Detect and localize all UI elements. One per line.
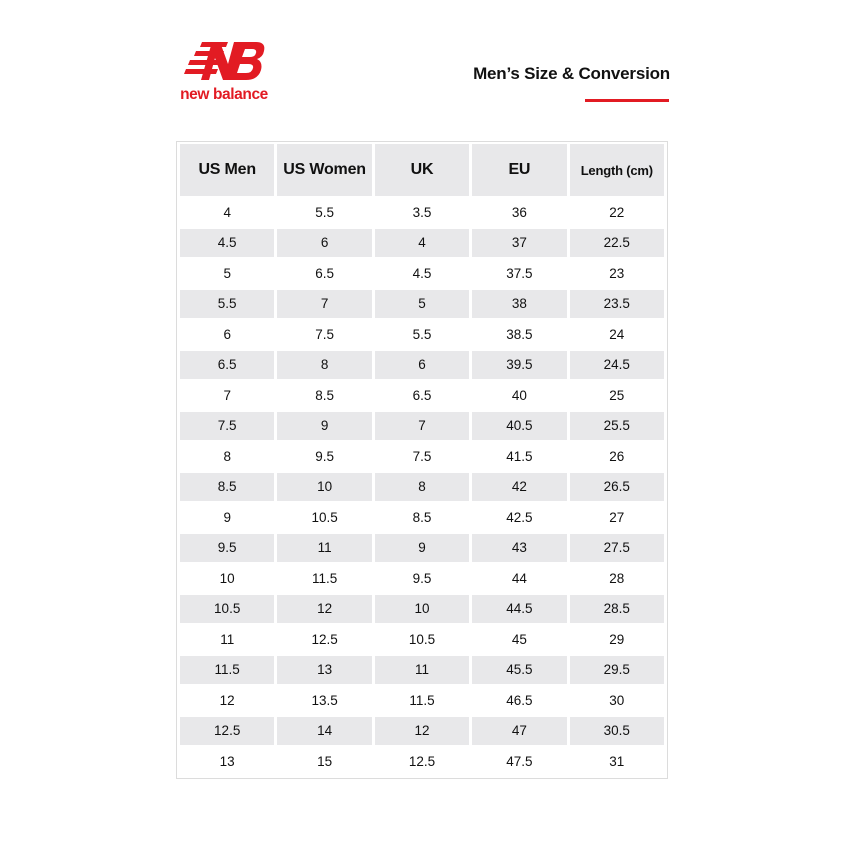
cell-uk: 9 bbox=[375, 534, 469, 563]
cell-length-cm: 24.5 bbox=[570, 351, 664, 380]
cell-us-women: 6.5 bbox=[277, 259, 371, 288]
column-header-us-men: US Men bbox=[180, 144, 274, 196]
table-row bbox=[180, 290, 664, 319]
brand-name: new balance bbox=[180, 86, 268, 103]
column-header-us-women: US Women bbox=[277, 144, 371, 196]
cell-length-cm: 24 bbox=[570, 320, 664, 349]
cell-length-cm: 30 bbox=[570, 686, 664, 715]
cell-length-cm: 22 bbox=[570, 198, 664, 227]
cell-us-men: 7 bbox=[180, 381, 274, 410]
cell-uk: 6.5 bbox=[375, 381, 469, 410]
cell-us-women: 15 bbox=[277, 747, 371, 776]
cell-eu: 38 bbox=[472, 290, 566, 319]
cell-eu: 44 bbox=[472, 564, 566, 593]
cell-us-men: 6 bbox=[180, 320, 274, 349]
cell-us-women: 12.5 bbox=[277, 625, 371, 654]
table-row bbox=[180, 686, 664, 715]
table-row bbox=[180, 564, 664, 593]
cell-eu: 42 bbox=[472, 473, 566, 502]
cell-length-cm: 27 bbox=[570, 503, 664, 532]
cell-us-women: 14 bbox=[277, 717, 371, 746]
cell-length-cm: 25 bbox=[570, 381, 664, 410]
cell-eu: 38.5 bbox=[472, 320, 566, 349]
cell-us-women: 12 bbox=[277, 595, 371, 624]
cell-length-cm: 22.5 bbox=[570, 229, 664, 258]
table-row bbox=[180, 717, 664, 746]
cell-uk: 4.5 bbox=[375, 259, 469, 288]
cell-length-cm: 27.5 bbox=[570, 534, 664, 563]
table-row bbox=[180, 259, 664, 288]
cell-uk: 11.5 bbox=[375, 686, 469, 715]
cell-length-cm: 29.5 bbox=[570, 656, 664, 685]
cell-us-men: 9.5 bbox=[180, 534, 274, 563]
cell-uk: 8.5 bbox=[375, 503, 469, 532]
brand-logo bbox=[170, 40, 280, 106]
cell-us-men: 11.5 bbox=[180, 656, 274, 685]
cell-us-men: 8.5 bbox=[180, 473, 274, 502]
cell-length-cm: 28 bbox=[570, 564, 664, 593]
cell-length-cm: 28.5 bbox=[570, 595, 664, 624]
table-body bbox=[180, 198, 664, 776]
cell-uk: 7.5 bbox=[375, 442, 469, 471]
cell-eu: 37.5 bbox=[472, 259, 566, 288]
cell-us-women: 10 bbox=[277, 473, 371, 502]
cell-eu: 36 bbox=[472, 198, 566, 227]
cell-us-women: 7 bbox=[277, 290, 371, 319]
cell-eu: 47 bbox=[472, 717, 566, 746]
cell-length-cm: 30.5 bbox=[570, 717, 664, 746]
cell-uk: 5.5 bbox=[375, 320, 469, 349]
column-header-eu: EU bbox=[472, 144, 566, 196]
cell-us-men: 8 bbox=[180, 442, 274, 471]
table-row bbox=[180, 229, 664, 258]
table-row bbox=[180, 625, 664, 654]
cell-length-cm: 25.5 bbox=[570, 412, 664, 441]
cell-eu: 40 bbox=[472, 381, 566, 410]
cell-eu: 45.5 bbox=[472, 656, 566, 685]
table-row bbox=[180, 320, 664, 349]
cell-length-cm: 23.5 bbox=[570, 290, 664, 319]
table-row bbox=[180, 381, 664, 410]
cell-eu: 47.5 bbox=[472, 747, 566, 776]
table-row bbox=[180, 442, 664, 471]
cell-length-cm: 23 bbox=[570, 259, 664, 288]
cell-eu: 42.5 bbox=[472, 503, 566, 532]
cell-us-men: 12.5 bbox=[180, 717, 274, 746]
table-row bbox=[180, 473, 664, 502]
cell-us-men: 11 bbox=[180, 625, 274, 654]
cell-us-men: 12 bbox=[180, 686, 274, 715]
cell-uk: 5 bbox=[375, 290, 469, 319]
cell-eu: 37 bbox=[472, 229, 566, 258]
table-row bbox=[180, 534, 664, 563]
cell-us-women: 13.5 bbox=[277, 686, 371, 715]
cell-us-men: 7.5 bbox=[180, 412, 274, 441]
cell-length-cm: 26.5 bbox=[570, 473, 664, 502]
table-row bbox=[180, 412, 664, 441]
cell-uk: 12.5 bbox=[375, 747, 469, 776]
cell-uk: 3.5 bbox=[375, 198, 469, 227]
cell-uk: 11 bbox=[375, 656, 469, 685]
cell-uk: 12 bbox=[375, 717, 469, 746]
cell-us-men: 4 bbox=[180, 198, 274, 227]
cell-us-men: 6.5 bbox=[180, 351, 274, 380]
table-row bbox=[180, 747, 664, 776]
table-row bbox=[180, 198, 664, 227]
cell-us-women: 6 bbox=[277, 229, 371, 258]
cell-eu: 41.5 bbox=[472, 442, 566, 471]
table-header-row bbox=[180, 144, 664, 196]
cell-us-men: 9 bbox=[180, 503, 274, 532]
cell-uk: 10 bbox=[375, 595, 469, 624]
cell-length-cm: 31 bbox=[570, 747, 664, 776]
table-row bbox=[180, 503, 664, 532]
cell-us-women: 5.5 bbox=[277, 198, 371, 227]
cell-us-men: 10 bbox=[180, 564, 274, 593]
cell-us-men: 4.5 bbox=[180, 229, 274, 258]
cell-length-cm: 29 bbox=[570, 625, 664, 654]
cell-us-men: 10.5 bbox=[180, 595, 274, 624]
cell-eu: 46.5 bbox=[472, 686, 566, 715]
cell-us-women: 9 bbox=[277, 412, 371, 441]
cell-uk: 7 bbox=[375, 412, 469, 441]
nb-logo-mark-icon bbox=[184, 40, 266, 84]
cell-us-women: 8.5 bbox=[277, 381, 371, 410]
cell-uk: 6 bbox=[375, 351, 469, 380]
cell-uk: 10.5 bbox=[375, 625, 469, 654]
title-underline bbox=[585, 99, 669, 102]
cell-us-women: 11.5 bbox=[277, 564, 371, 593]
cell-us-women: 7.5 bbox=[277, 320, 371, 349]
cell-eu: 43 bbox=[472, 534, 566, 563]
cell-length-cm: 26 bbox=[570, 442, 664, 471]
cell-us-women: 13 bbox=[277, 656, 371, 685]
cell-us-women: 10.5 bbox=[277, 503, 371, 532]
column-header-uk: UK bbox=[375, 144, 469, 196]
cell-us-men: 5.5 bbox=[180, 290, 274, 319]
cell-uk: 4 bbox=[375, 229, 469, 258]
cell-eu: 40.5 bbox=[472, 412, 566, 441]
size-conversion-table bbox=[176, 141, 668, 779]
page-title: Men’s Size & Conversion bbox=[473, 64, 670, 83]
cell-us-women: 9.5 bbox=[277, 442, 371, 471]
column-header-length-cm: Length (cm) bbox=[570, 144, 664, 196]
cell-eu: 44.5 bbox=[472, 595, 566, 624]
cell-eu: 45 bbox=[472, 625, 566, 654]
table-row bbox=[180, 351, 664, 380]
cell-uk: 8 bbox=[375, 473, 469, 502]
table-row bbox=[180, 656, 664, 685]
cell-us-women: 8 bbox=[277, 351, 371, 380]
cell-us-women: 11 bbox=[277, 534, 371, 563]
cell-us-men: 5 bbox=[180, 259, 274, 288]
table-row bbox=[180, 595, 664, 624]
cell-us-men: 13 bbox=[180, 747, 274, 776]
cell-eu: 39.5 bbox=[472, 351, 566, 380]
cell-uk: 9.5 bbox=[375, 564, 469, 593]
